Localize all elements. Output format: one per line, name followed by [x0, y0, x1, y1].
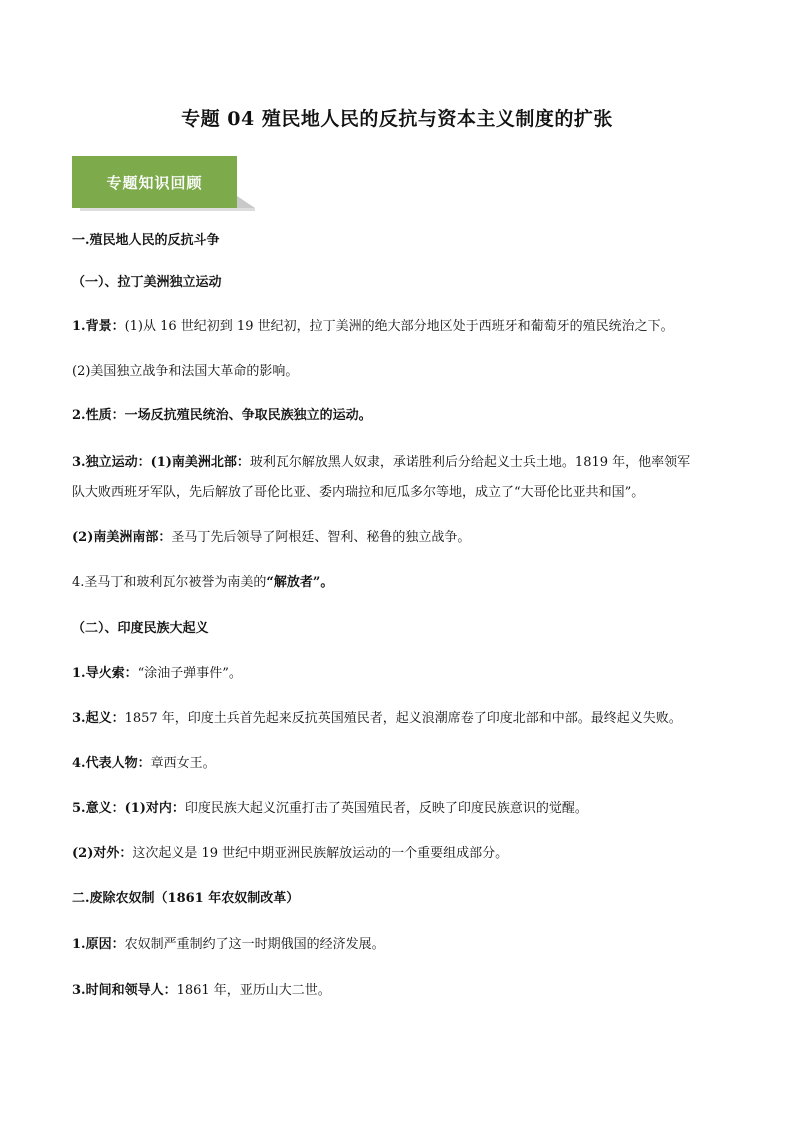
paragraph-liberators: 4.圣马丁和玻利瓦尔被誉为南美的“解放者”。 — [72, 575, 334, 590]
paragraph-significance-2: (2)对外：这次起义是 19 世纪中期亚洲民族解放运动的一个重要组成部分。 — [72, 846, 509, 861]
paragraph-figure: 4.代表人物：章西女王。 — [72, 756, 216, 771]
heading-2: 二.废除农奴制（1861 年农奴制改革） — [72, 891, 300, 906]
heading-1: 一.殖民地人民的反抗斗争 — [72, 233, 220, 248]
banner-fold — [237, 196, 255, 208]
banner-shadow — [80, 208, 255, 211]
section-banner: 专题知识回顾 — [72, 156, 237, 208]
subheading-2: （二）、印度民族大起义 — [72, 621, 209, 636]
paragraph-south: (2)南美洲南部：圣马丁先后领导了阿根廷、智利、秘鲁的独立战争。 — [72, 530, 471, 545]
paragraph-cause: 1.原因：农奴制严重制约了这一时期俄国的经济发展。 — [72, 937, 385, 952]
paragraph-significance: 5.意义：(1)对内：印度民族大起义沉重打击了英国殖民者，反映了印度民族意识的觉醒。 — [72, 801, 588, 816]
paragraph-independence: 3.独立运动：(1)南美洲北部：玻利瓦尔解放黑人奴隶，承诺胜利后分给起义士兵土地。1819 年，他率领军 — [72, 455, 691, 470]
paragraph-nature: 2.性质：一场反抗殖民统治、争取民族独立的运动。 — [72, 408, 372, 423]
page-title: 专题 04 殖民地人民的反抗与资本主义制度的扩张 — [181, 108, 613, 130]
subheading-1: （一）、拉丁美洲独立运动 — [72, 275, 222, 290]
paragraph-leader: 3.时间和领导人：1861 年，亚历山大二世。 — [72, 983, 331, 998]
paragraph-uprising: 3.起义：1857 年，印度土兵首先起来反抗英国殖民者，起义浪潮席卷了印度北部和中部。最终起义失败。 — [72, 711, 682, 726]
paragraph-trigger: 1.导火索：“涂油子弹事件”。 — [72, 666, 242, 681]
paragraph-background-2: (2)美国独立战争和法国大革命的影响。 — [72, 364, 299, 379]
paragraph-independence-cont: 队大败西班牙军队，先后解放了哥伦比亚、委内瑞拉和厄瓜多尔等地，成立了“大哥伦比亚共和国”。 — [72, 485, 645, 500]
paragraph-background: 1.背景：(1)从 16 世纪初到 19 世纪初，拉丁美洲的绝大部分地区处于西班牙和葡萄牙的殖民统治之下。 — [72, 319, 674, 334]
